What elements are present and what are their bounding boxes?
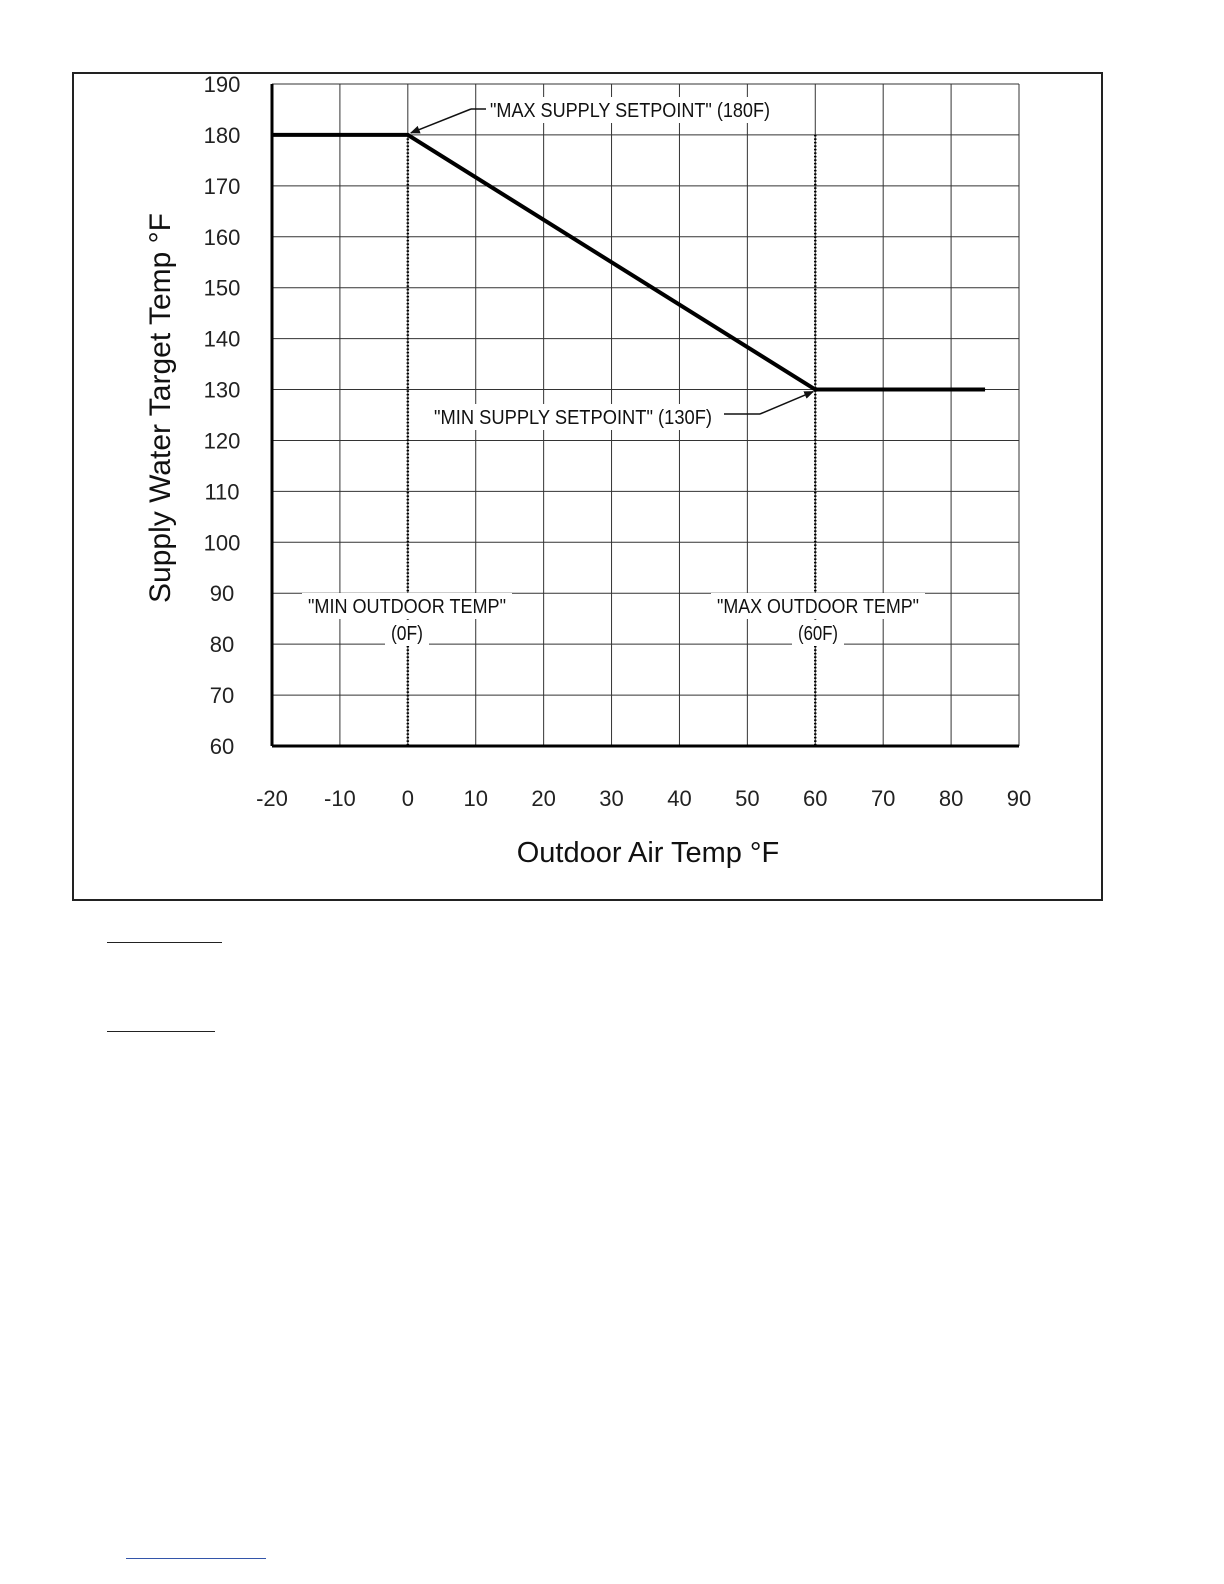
y-tick-label: 130 — [203, 377, 241, 403]
min-supply-annotation: "MIN SUPPLY SETPOINT" (130F) — [434, 407, 712, 429]
x-tick-label: -10 — [324, 786, 356, 811]
max-supply-arrow — [411, 109, 471, 133]
x-tick-label: 40 — [667, 786, 692, 811]
y-tick-label: 140 — [203, 326, 241, 352]
y-tick-label: 160 — [203, 224, 241, 250]
reset-curve-point — [985, 389, 986, 390]
x-tick-label: 90 — [1006, 786, 1032, 811]
max-outdoor-value: (60F) — [798, 623, 838, 645]
max-outdoor-annotation: "MAX OUTDOOR TEMP" — [717, 596, 919, 618]
y-tick-label: 90 — [209, 581, 235, 607]
min-outdoor-value: (0F) — [391, 623, 423, 645]
x-tick-label: 70 — [870, 786, 896, 811]
x-tick-label: 30 — [599, 786, 624, 811]
reset-curve-line — [272, 135, 985, 390]
y-tick-label: 60 — [209, 734, 235, 759]
x-axis-label: Outdoor Air Temp °F — [516, 837, 780, 869]
link-underline-rule — [126, 1558, 266, 1559]
y-tick-label: 150 — [203, 275, 241, 301]
x-tick-label: 60 — [803, 786, 828, 811]
min-supply-arrow — [760, 392, 813, 414]
reset-curve-point — [815, 389, 816, 390]
y-axis-label: Supply Water Target Temp °F — [144, 213, 177, 603]
y-tick-label: 80 — [209, 632, 235, 658]
y-tick-label: 170 — [203, 173, 241, 199]
y-tick-label: 110 — [204, 479, 240, 505]
x-tick-label: 50 — [735, 786, 760, 811]
min-outdoor-annotation: "MIN OUTDOOR TEMP" — [308, 596, 506, 618]
reset-curve-point — [272, 134, 273, 135]
x-tick-label: 80 — [938, 786, 964, 811]
reset-curve-point — [407, 134, 408, 135]
y-tick-label: 180 — [203, 122, 241, 148]
max-supply-annotation: "MAX SUPPLY SETPOINT" (180F) — [490, 100, 770, 122]
x-tick-label: 0 — [401, 786, 414, 811]
y-tick-label: 120 — [203, 428, 241, 454]
y-tick-label: 70 — [209, 683, 235, 709]
x-tick-label: 10 — [463, 786, 488, 811]
x-tick-label: -20 — [256, 786, 288, 811]
y-tick-label: 190 — [203, 72, 241, 97]
x-tick-label: 20 — [531, 786, 556, 811]
underline-rule — [107, 942, 222, 943]
y-tick-label: 100 — [203, 530, 241, 556]
underline-rule — [107, 1031, 215, 1032]
